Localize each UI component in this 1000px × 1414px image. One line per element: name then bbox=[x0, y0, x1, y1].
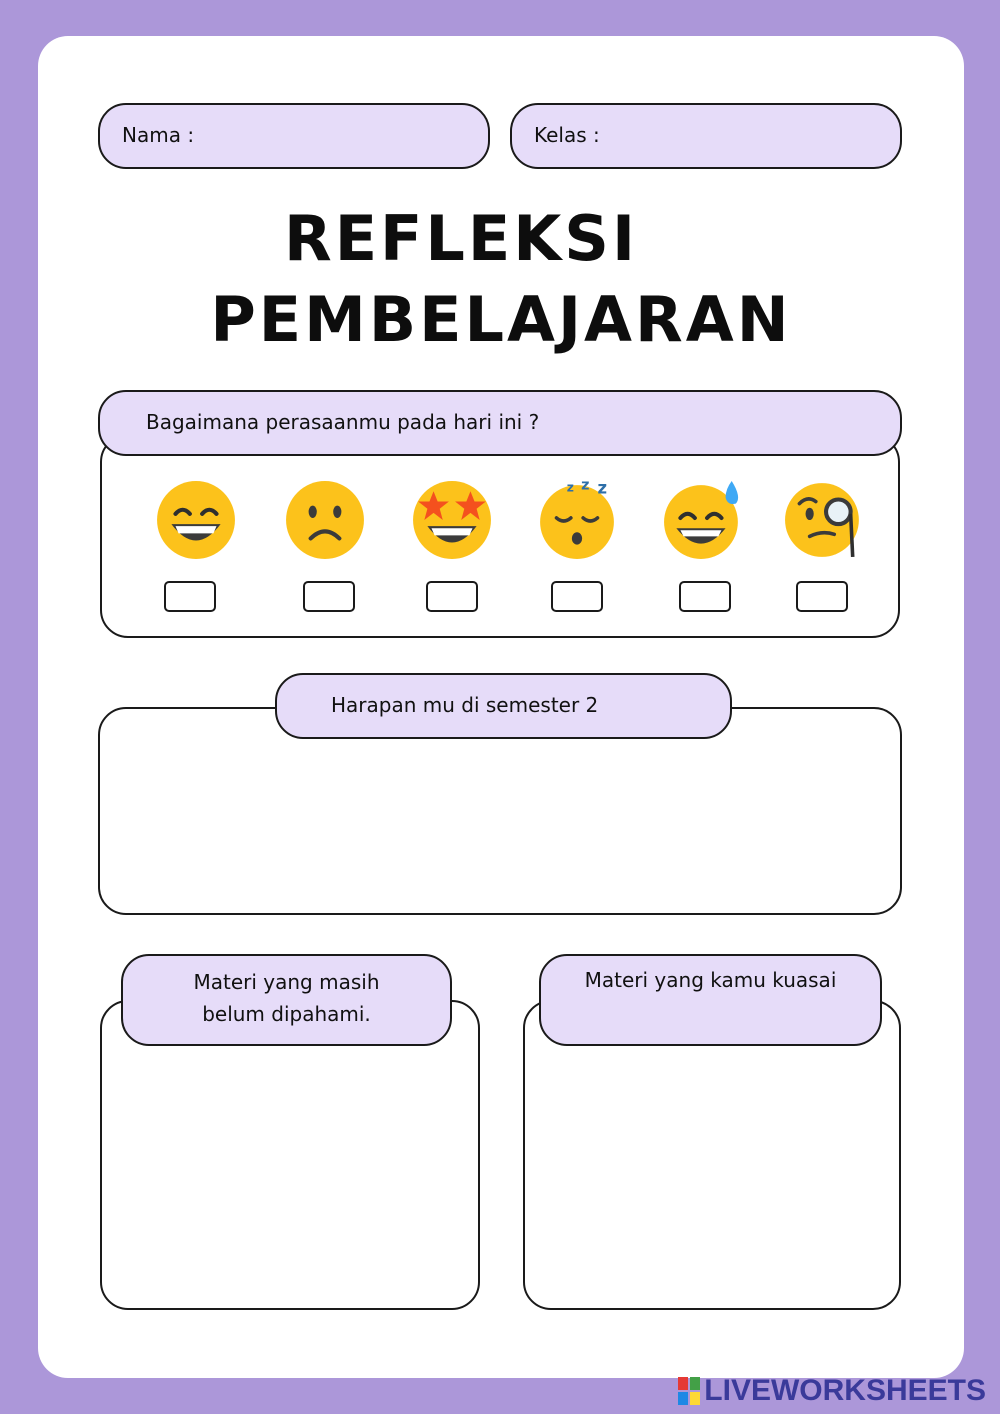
name-field[interactable] bbox=[98, 103, 490, 169]
liveworksheets-logo-icon bbox=[678, 1377, 700, 1405]
not-understood-answer-box[interactable] bbox=[100, 1000, 480, 1310]
title-line-1: REFLEKSI bbox=[283, 202, 639, 275]
hope-label: Harapan mu di semester 2 bbox=[331, 693, 599, 717]
feelings-question-header bbox=[98, 390, 902, 456]
star-struck-face-icon bbox=[411, 479, 493, 561]
class-label: Kelas : bbox=[534, 123, 600, 147]
feelings-question: Bagaimana perasaanmu pada hari ini ? bbox=[146, 410, 540, 434]
slightly-frowning-face-icon bbox=[284, 479, 366, 561]
mastered-label: Materi yang kamu kuasai bbox=[584, 968, 837, 992]
svg-text:z: z bbox=[597, 479, 608, 498]
feeling-checkbox-6[interactable] bbox=[796, 581, 848, 612]
not-understood-label-line-1: Materi yang masih bbox=[193, 970, 380, 994]
feeling-checkbox-1[interactable] bbox=[164, 581, 216, 612]
sweat-smile-face-icon bbox=[662, 479, 744, 561]
sleeping-face-icon bbox=[536, 479, 618, 561]
svg-text:z: z bbox=[566, 480, 574, 495]
hope-header bbox=[275, 673, 732, 739]
feeling-checkbox-2[interactable] bbox=[303, 581, 355, 612]
mastered-header bbox=[539, 954, 882, 1046]
svg-text:z: z bbox=[581, 479, 590, 494]
not-understood-header bbox=[121, 954, 452, 1046]
title-line-2: PEMBELAJARAN bbox=[210, 283, 792, 356]
worksheet-page bbox=[38, 36, 964, 1378]
grinning-face-icon bbox=[155, 479, 237, 561]
liveworksheets-brand bbox=[678, 1376, 986, 1406]
feeling-checkbox-5[interactable] bbox=[679, 581, 731, 612]
name-label: Nama : bbox=[122, 123, 195, 147]
class-field[interactable] bbox=[510, 103, 902, 169]
face-with-monocle-icon bbox=[783, 479, 865, 561]
feeling-checkbox-3[interactable] bbox=[426, 581, 478, 612]
not-understood-label-line-2: belum dipahami. bbox=[202, 1002, 371, 1026]
brand-name: LIVEWORKSHEETS bbox=[704, 1374, 986, 1407]
mastered-answer-box[interactable] bbox=[523, 1000, 901, 1310]
feeling-checkbox-4[interactable] bbox=[551, 581, 603, 612]
